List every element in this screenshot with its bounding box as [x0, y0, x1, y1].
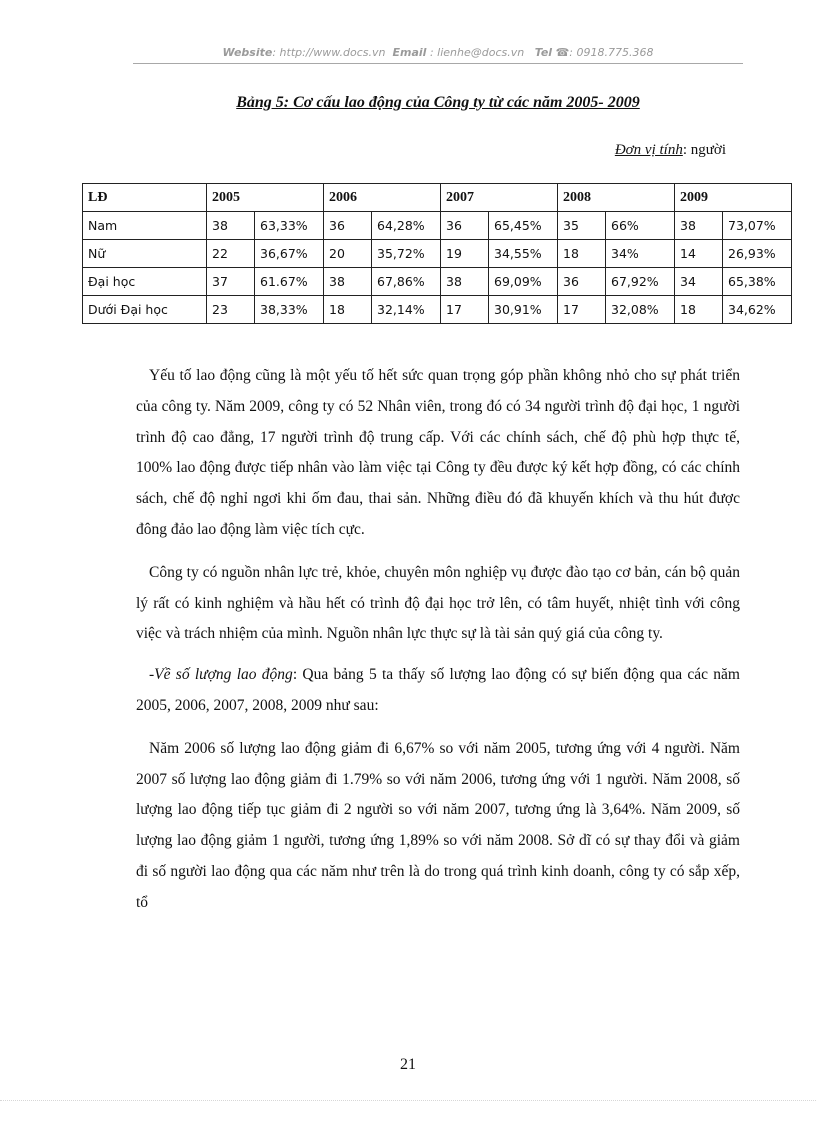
paragraph-human-resources: Công ty có nguồn nhân lực trẻ, khỏe, chuyên môn nghiệp vụ được đào tạo cơ bản, cán bộ quản lý rất có kinh nghiệm và hầu hết có trình độ đại học trở lên, có tâm huyết, nhiệt tình với công việc và trách nhiệm của mình. Nguồn nhân lực thực sự là tài sản quý giá của công ty. — [136, 563, 740, 643]
table-title: Bảng 5: Cơ cấu lao động của Công ty từ các năm 2005- 2009 — [236, 94, 640, 111]
table-cell: 61.67% — [255, 268, 324, 296]
table-cell: 38 — [441, 268, 489, 296]
column-header: 2007 — [441, 184, 558, 212]
table-cell: 63,33% — [255, 212, 324, 240]
column-header: LĐ — [83, 184, 207, 212]
table-cell: 73,07% — [723, 212, 792, 240]
table-cell: 65,38% — [723, 268, 792, 296]
table-cell: 32,08% — [606, 296, 675, 324]
row-label: Nữ — [83, 240, 207, 268]
table-cell: 36 — [324, 212, 372, 240]
column-header: 2009 — [675, 184, 792, 212]
table-cell: 17 — [441, 296, 489, 324]
table-row — [83, 268, 792, 296]
website-value: : http://www.docs.vn — [272, 46, 386, 59]
table-cell: 26,93% — [723, 240, 792, 268]
body-text — [136, 361, 740, 931]
column-header: 2005 — [207, 184, 324, 212]
table-cell: 18 — [675, 296, 723, 324]
table-cell: 64,28% — [372, 212, 441, 240]
table-cell: 65,45% — [489, 212, 558, 240]
unit-value: : người — [682, 142, 726, 158]
table-cell: 67,86% — [372, 268, 441, 296]
table-cell: 14 — [675, 240, 723, 268]
table-cell: 20 — [324, 240, 372, 268]
table-cell: 34,55% — [489, 240, 558, 268]
table-cell: 34% — [606, 240, 675, 268]
table-cell: 22 — [207, 240, 255, 268]
table-row — [83, 296, 792, 324]
table-cell: 17 — [558, 296, 606, 324]
unit-note — [615, 142, 726, 159]
row-label: Nam — [83, 212, 207, 240]
table-cell: 38 — [207, 212, 255, 240]
email-label: Email — [392, 46, 427, 59]
table-cell: 38 — [675, 212, 723, 240]
table-cell: 35 — [558, 212, 606, 240]
table-cell: 36 — [441, 212, 489, 240]
tel-label: Tel — [534, 46, 553, 59]
page-number: 21 — [400, 1056, 416, 1073]
table-cell: 18 — [558, 240, 606, 268]
table-cell: 19 — [441, 240, 489, 268]
labor-structure-table — [82, 183, 792, 324]
paragraph-labor-quantity — [136, 660, 740, 722]
row-label: Dưới Đại học — [83, 296, 207, 324]
table-cell: 37 — [207, 268, 255, 296]
table-cell: 67,92% — [606, 268, 675, 296]
table-row — [83, 212, 792, 240]
table-cell: 38,33% — [255, 296, 324, 324]
table-cell: 38 — [324, 268, 372, 296]
table-cell: 66% — [606, 212, 675, 240]
table-cell: 23 — [207, 296, 255, 324]
table-cell: 69,09% — [489, 268, 558, 296]
table-cell: 30,91% — [489, 296, 558, 324]
labor-quantity-lead: -Về số lượng lao động — [149, 666, 293, 684]
table-cell: 36,67% — [255, 240, 324, 268]
tel-value: : 0918.775.368 — [569, 46, 654, 59]
email-value: : lienhe@docs.vn — [429, 46, 525, 59]
phone-icon: ☎ — [555, 46, 570, 59]
table-cell: 18 — [324, 296, 372, 324]
footer-divider — [0, 1100, 816, 1101]
table-cell: 32,14% — [372, 296, 441, 324]
website-label: Website — [222, 46, 273, 59]
header-divider — [133, 63, 743, 64]
table-cell: 34 — [675, 268, 723, 296]
table-header-row — [83, 184, 792, 212]
table-cell: 35,72% — [372, 240, 441, 268]
unit-label: Đơn vị tính — [614, 142, 683, 158]
paragraph-yearly-changes: Năm 2006 số lượng lao động giảm đi 6,67% so với năm 2005, tương ứng với 4 người. Năm 2007 số lượng lao động giảm đi 1.79% so với năm 2006, tương ứng với 1 người. Năm 2008, số lượng lao động tiếp tục giảm đi 2 người so với năm 2007, tương ứng là 3,64%. Năm 2009, số lượng lao động giảm 1 người, tương ứng 1,89% so với năm 2008. Sở dĩ có sự thay đổi và giảm đi số người lao động qua các năm như trên là do trong quá trình kinh doanh, công ty có sắp xếp, tổ — [136, 739, 740, 911]
labor-quantity-text: : Qua bảng 5 ta thấy số lượng lao động có sự biến động qua các năm 2005, 2006, 2007, 2008, 2009 như sau: — [136, 666, 740, 714]
table-cell: 36 — [558, 268, 606, 296]
table-row — [83, 240, 792, 268]
table-cell: 34,62% — [723, 296, 792, 324]
column-header: 2008 — [558, 184, 675, 212]
paragraph-labor-importance: Yếu tố lao động cũng là một yếu tố hết sức quan trọng góp phần không nhỏ cho sự phát triển của công ty. Năm 2009, công ty có 52 Nhân viên, trong đó có 34 người trình độ đại học, 1 người trình độ cao đẳng, 17 người trình độ trung cấp. Với các chính sách, chế độ phù hợp thực tế, 100% lao động được tiếp nhân vào làm việc tại Công ty đều được ký kết hợp đồng, có các chính sách, chế độ nghỉ ngơi khi ốm đau, thai sản. Những điều đó đã khuyến khích và thu hút được đông đảo lao động làm việc tích cực. — [136, 367, 740, 538]
page-header — [133, 46, 743, 59]
column-header: 2006 — [324, 184, 441, 212]
row-label: Đại học — [83, 268, 207, 296]
